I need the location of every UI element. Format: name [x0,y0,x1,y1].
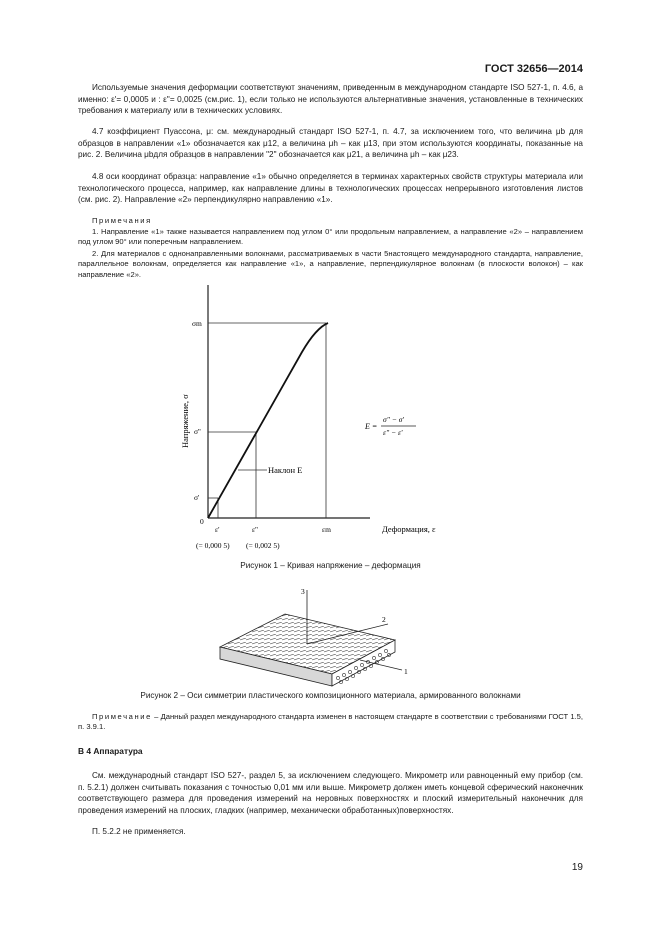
figure1-caption: Рисунок 1 – Кривая напряжение – деформация [240,561,421,570]
y-axis-label: Напряжение, σ [180,394,190,448]
section-note-title: Примечание [92,712,152,721]
notes-title: Примечания [92,216,152,225]
stress-strain-figure [170,280,470,560]
sigma-dd-label: σ'' [194,427,201,436]
eps-d-label: ε' [215,525,220,534]
page-number: 19 [571,862,583,873]
eps1-value: (= 0,000 5) [196,541,230,550]
section-note [78,712,583,733]
section-title: В 4 Аппаратура [78,746,143,756]
formula-denominator: ε'' − ε' [383,428,403,437]
composite-axes-figure [210,582,420,687]
formula-lhs: E = [365,422,378,431]
origin-label: 0 [200,517,204,526]
section-paragraph-1: См. международный стандарт ISO 527-, раздел 5, за исключением следующего. Микрометр или равноценный ему прибор (см. п. 5.2.1) должен считывать показания с точностью 0,01 мм или выше. Микрометр должен иметь концевой сферический наконечник соответствующего размера для проведения измерений на неровных поверхностях и плоский измерительный наконечник для проведения измерений на плоских, гладких (например, механически обработанных)поверхностях. [78,771,583,815]
slope-label: Наклон E [268,465,303,475]
note-2: 2. Для материалов с однонаправленными волокнами, рассматриваемых в части 5настоящего международного стандарта, направление, параллельное волокнам, определяется как направление «1», а направление, перпендикулярное волокнам (в плоскости волокон) – как направление «2». [78,249,583,279]
sigma-m-label: σm [192,319,202,328]
section-paragraph-2: П. 5.2.2 не применяется. [92,827,186,836]
figure2-caption: Рисунок 2 – Оси симметрии пластического композиционного материала, армированного волокнами [140,691,521,700]
document-number: ГОСТ 32656—2014 [484,63,583,75]
section-note-text: – Данный раздел международного стандарта изменен в настоящем стандарте в соответствии с требованиями ГОСТ 1.5, п. 3.9.1. [78,712,583,732]
paragraph-poisson-ratio: 4.7 коэффициент Пуассона, μ: см. международный стандарт ISO 527-1, п. 4.7, за исключением того, что величина μb для образцов в направлении «1» обозначается как μ12, а величина μh – как μ13, при этом используются координаты, показанные на рис. 2. Величина μbдля образцов в направлении "2" обозначается как μ21, а величина μh – как μ23. [78,127,583,160]
note-1: 1. Направление «1» также называется направлением под углом 0° или продольным направлением, а направление «2» – направлением под углом 90° или поперечным направлением. [78,227,583,247]
stress-strain-curve [208,323,328,518]
axis-2-label: 2 [382,615,386,624]
x-axis-label: Деформация, ε [382,524,436,534]
paragraph-strain-values: Используемые значения деформации соответствуют значениям, приведенным в международном стандарте ISO 527-1, п. 4.6, а именно: ε'= 0,0005 и : ε''= 0,0025 (см.рис. 1), если только не используются альтернативные значения, установленные в технических требования к материалу или в технических условиях. [78,83,583,116]
axis-3-label: 3 [301,587,305,596]
eps2-value: (= 0,002 5) [246,541,280,550]
axis-1-label: 1 [404,667,408,676]
sigma-d-label: σ' [194,493,200,502]
eps-m-label: εm [322,525,331,534]
paragraph-coordinate-axes: 4.8 оси координат образца: направление «1» обычно определяется в терминах характерных свойств структуры материала или технологического процесса, например, как направление длины в технологических процессах непрерывного изготовления листов (см. рис. 2). Направление «2» перпендикулярно направлению «1». [78,172,583,205]
eps-dd-label: ε'' [252,525,258,534]
formula-numerator: σ'' − σ' [383,415,405,424]
